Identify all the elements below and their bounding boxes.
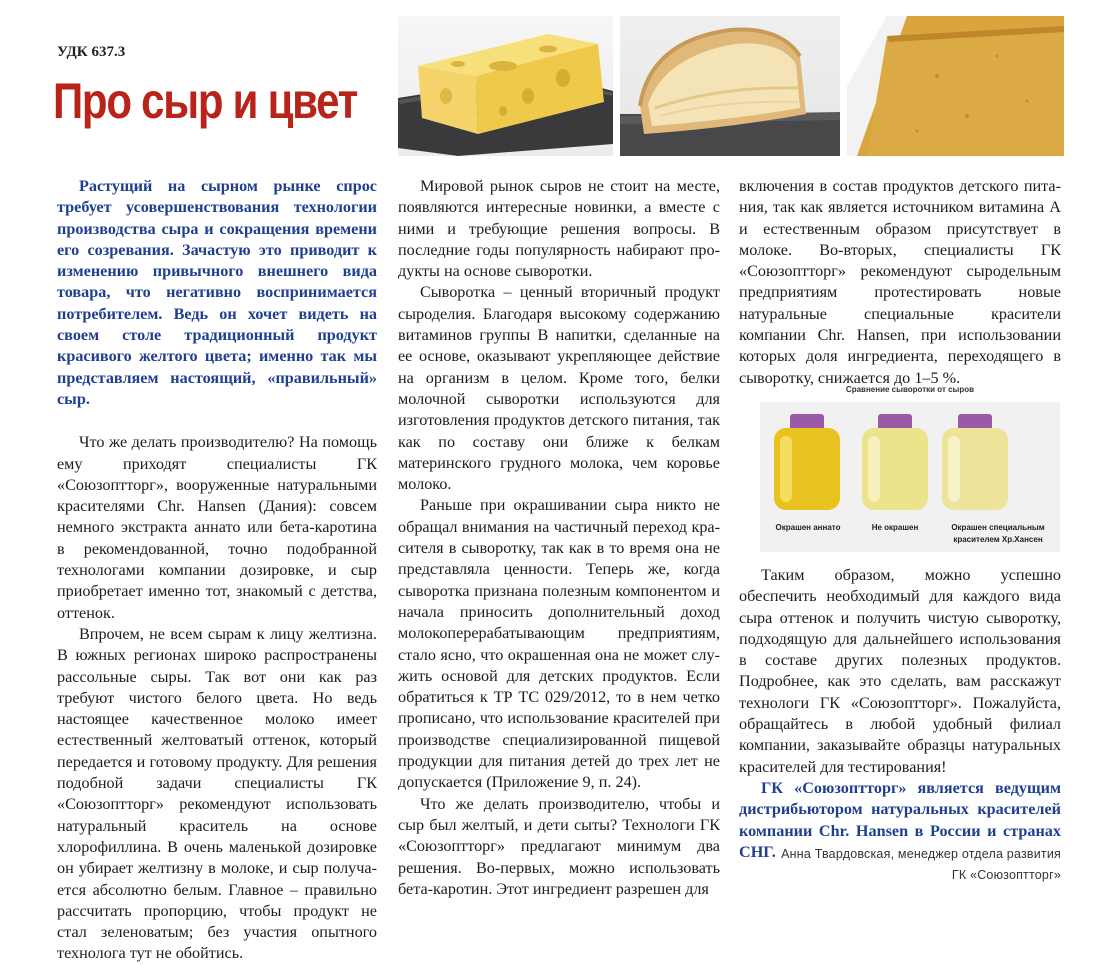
bottle-label: Окрашен аннато bbox=[775, 523, 841, 532]
column-3-bottom bbox=[739, 565, 1061, 863]
hard-cheese-photo bbox=[847, 16, 1064, 156]
bottle-undyed bbox=[862, 414, 928, 510]
paragraph: Что же делать производителю, чтобы и сыр был желтый, и дети сыты? Технологи ГК «Союзоптторг» предлагают минимум два решения. Во-первых, можно использовать бета-каротин. Этот ингредиент разрешен для bbox=[398, 794, 720, 898]
paragraph: Что же делать производителю? На помощь ему приходят специалисты ГК «Союзоптторг», вооруженные натуральными красителями Chr. Hansen (Дания): совсем немного экстракта аннато или бета-каротина в рекомендованной, точно подобранной технологами компании дозировке, и сыр приобретает именно тот, знакомый с детства, оттенок. bbox=[57, 433, 377, 622]
paragraph: Мировой рынок сыров не стоит на месте, появляются интересные новинки, а вместе с ними и требующие решения вопросы. В последние годы популярность набирают продукты на основе сыворотки. bbox=[398, 177, 720, 281]
bottle-label: Окрашен специальным красителем Хр.Хансен bbox=[951, 523, 1045, 544]
column-1 bbox=[57, 176, 377, 965]
emmental-cheese-photo bbox=[398, 16, 613, 156]
paragraph: Таким образом, можно успешно обеспечить необходимый для каждого вида сыра оттенок и получить чистую сыворотку, подходящую для дальнейшего использования в составе других полезных продуктов. Подробнее, как это сделать, вам расскажут технологи ГК «Союзоптторг». Пожалуйста, обращайтесь в любой удобный филиал компании, заказывайте образцы натуральных красителей для тестирования! bbox=[739, 566, 1061, 776]
lead-paragraph: Растущий на сырном рынке спрос требует усовершенствования технологии производства сыра и сокращения времени его созревания. Зачастую это приводит к изменению привычного внешнего вида товара, что негативно воспринимается потребителем. Ведь он хочет видеть на своем столе традиционный продукт красивого желтого цвета; именно так мы представляем настоящий, «правильный» сыр. bbox=[57, 177, 377, 408]
figure-title: Сравнение сыворотки от сыров bbox=[845, 385, 975, 394]
paragraph: Раньше при окрашивании сыра никто не обращал внимания на частичный переход красителя в сыворотку, так как в то время она не представляла ценности. Теперь же, когда сыворотка признана полезным компонентом и начала приносить дополнительный доход молокоперерабатывающим предприятиям, стало ясно, что окрашенная она не может служить основой для детских продуктов. Если обратиться к ТР ТС 029/2012, то в нем четко прописано, что использование красителей при производстве специализированной пищевой продукции для питания детей до трех лет не допускается (Приложение 9, п. 24). bbox=[398, 496, 720, 792]
author-name: Анна Твардовская bbox=[781, 847, 891, 861]
author-signature bbox=[739, 844, 1061, 886]
paragraph: Впрочем, не всем сырам к лицу желтизна. В южных регионах широко распространены рассольные сыры. Так вот они как раз требуют чистого белого цвета. Но ведь настоящее качественное молоко имеет естественный желтоватый оттенок, который передается и готовому продукту. Для решения подобной задачи специалисты ГК «Союзоптторг» рекомендуют использовать натуральный краситель на основе хлорофиллина. В очень маленькой дозировке он убирает желтизну в молоке, и сыр получается абсолютно белым. Главное – правильно рассчитать пропорцию, чтобы продукт не стал зеленоватым; без участия опытного технолога тут не обойтись. bbox=[57, 624, 377, 963]
paragraph: включения в состав продуктов детского питания, так как является источником витамина А и естественным образом присутствует в молоке. Во-вторых, специалисты ГК «Союзоптторг» рекомендуют сыродельным предприятиям протестировать новые натуральные специальные красители компании Chr. Hansen, при использовании которых доля ингредиента, переходящего в сыворотку, снижается до 1–5 %. bbox=[739, 177, 1061, 387]
column-2 bbox=[398, 176, 720, 900]
bottle-label: Не окрашен bbox=[871, 523, 919, 532]
bottle-annatto bbox=[774, 414, 840, 510]
author-role: , менеджер отдела развития bbox=[890, 847, 1061, 861]
closing-statement: ГК «Союзоптторг» является ведущим дистрибьютором натуральных красителей компании Chr. Hansen в России и странах СНГ. bbox=[739, 778, 1061, 861]
udk-code: УДК 637.3 bbox=[57, 44, 126, 60]
column-3 bbox=[739, 176, 1061, 389]
bottle-chr-hansen bbox=[942, 414, 1008, 510]
paragraph: Сыворотка – ценный вторичный продукт сыроделия. Благодаря высокому содержанию витаминов группы В напитки, сделанные на ее основе, оказывают укрепляющее действие на организм в целом. Кроме того, белки молочной сыворотки используются для изготовления продуктов детского питания, так как по составу они ближе к белкам материнского грудного молока, чем коровье молоко. bbox=[398, 283, 720, 494]
author-company: ГК «Союзоптторг» bbox=[951, 868, 1061, 882]
soft-cheese-photo bbox=[620, 16, 840, 156]
whey-comparison-figure bbox=[760, 380, 1060, 552]
article-title: Про сыр и цвет bbox=[53, 73, 358, 129]
